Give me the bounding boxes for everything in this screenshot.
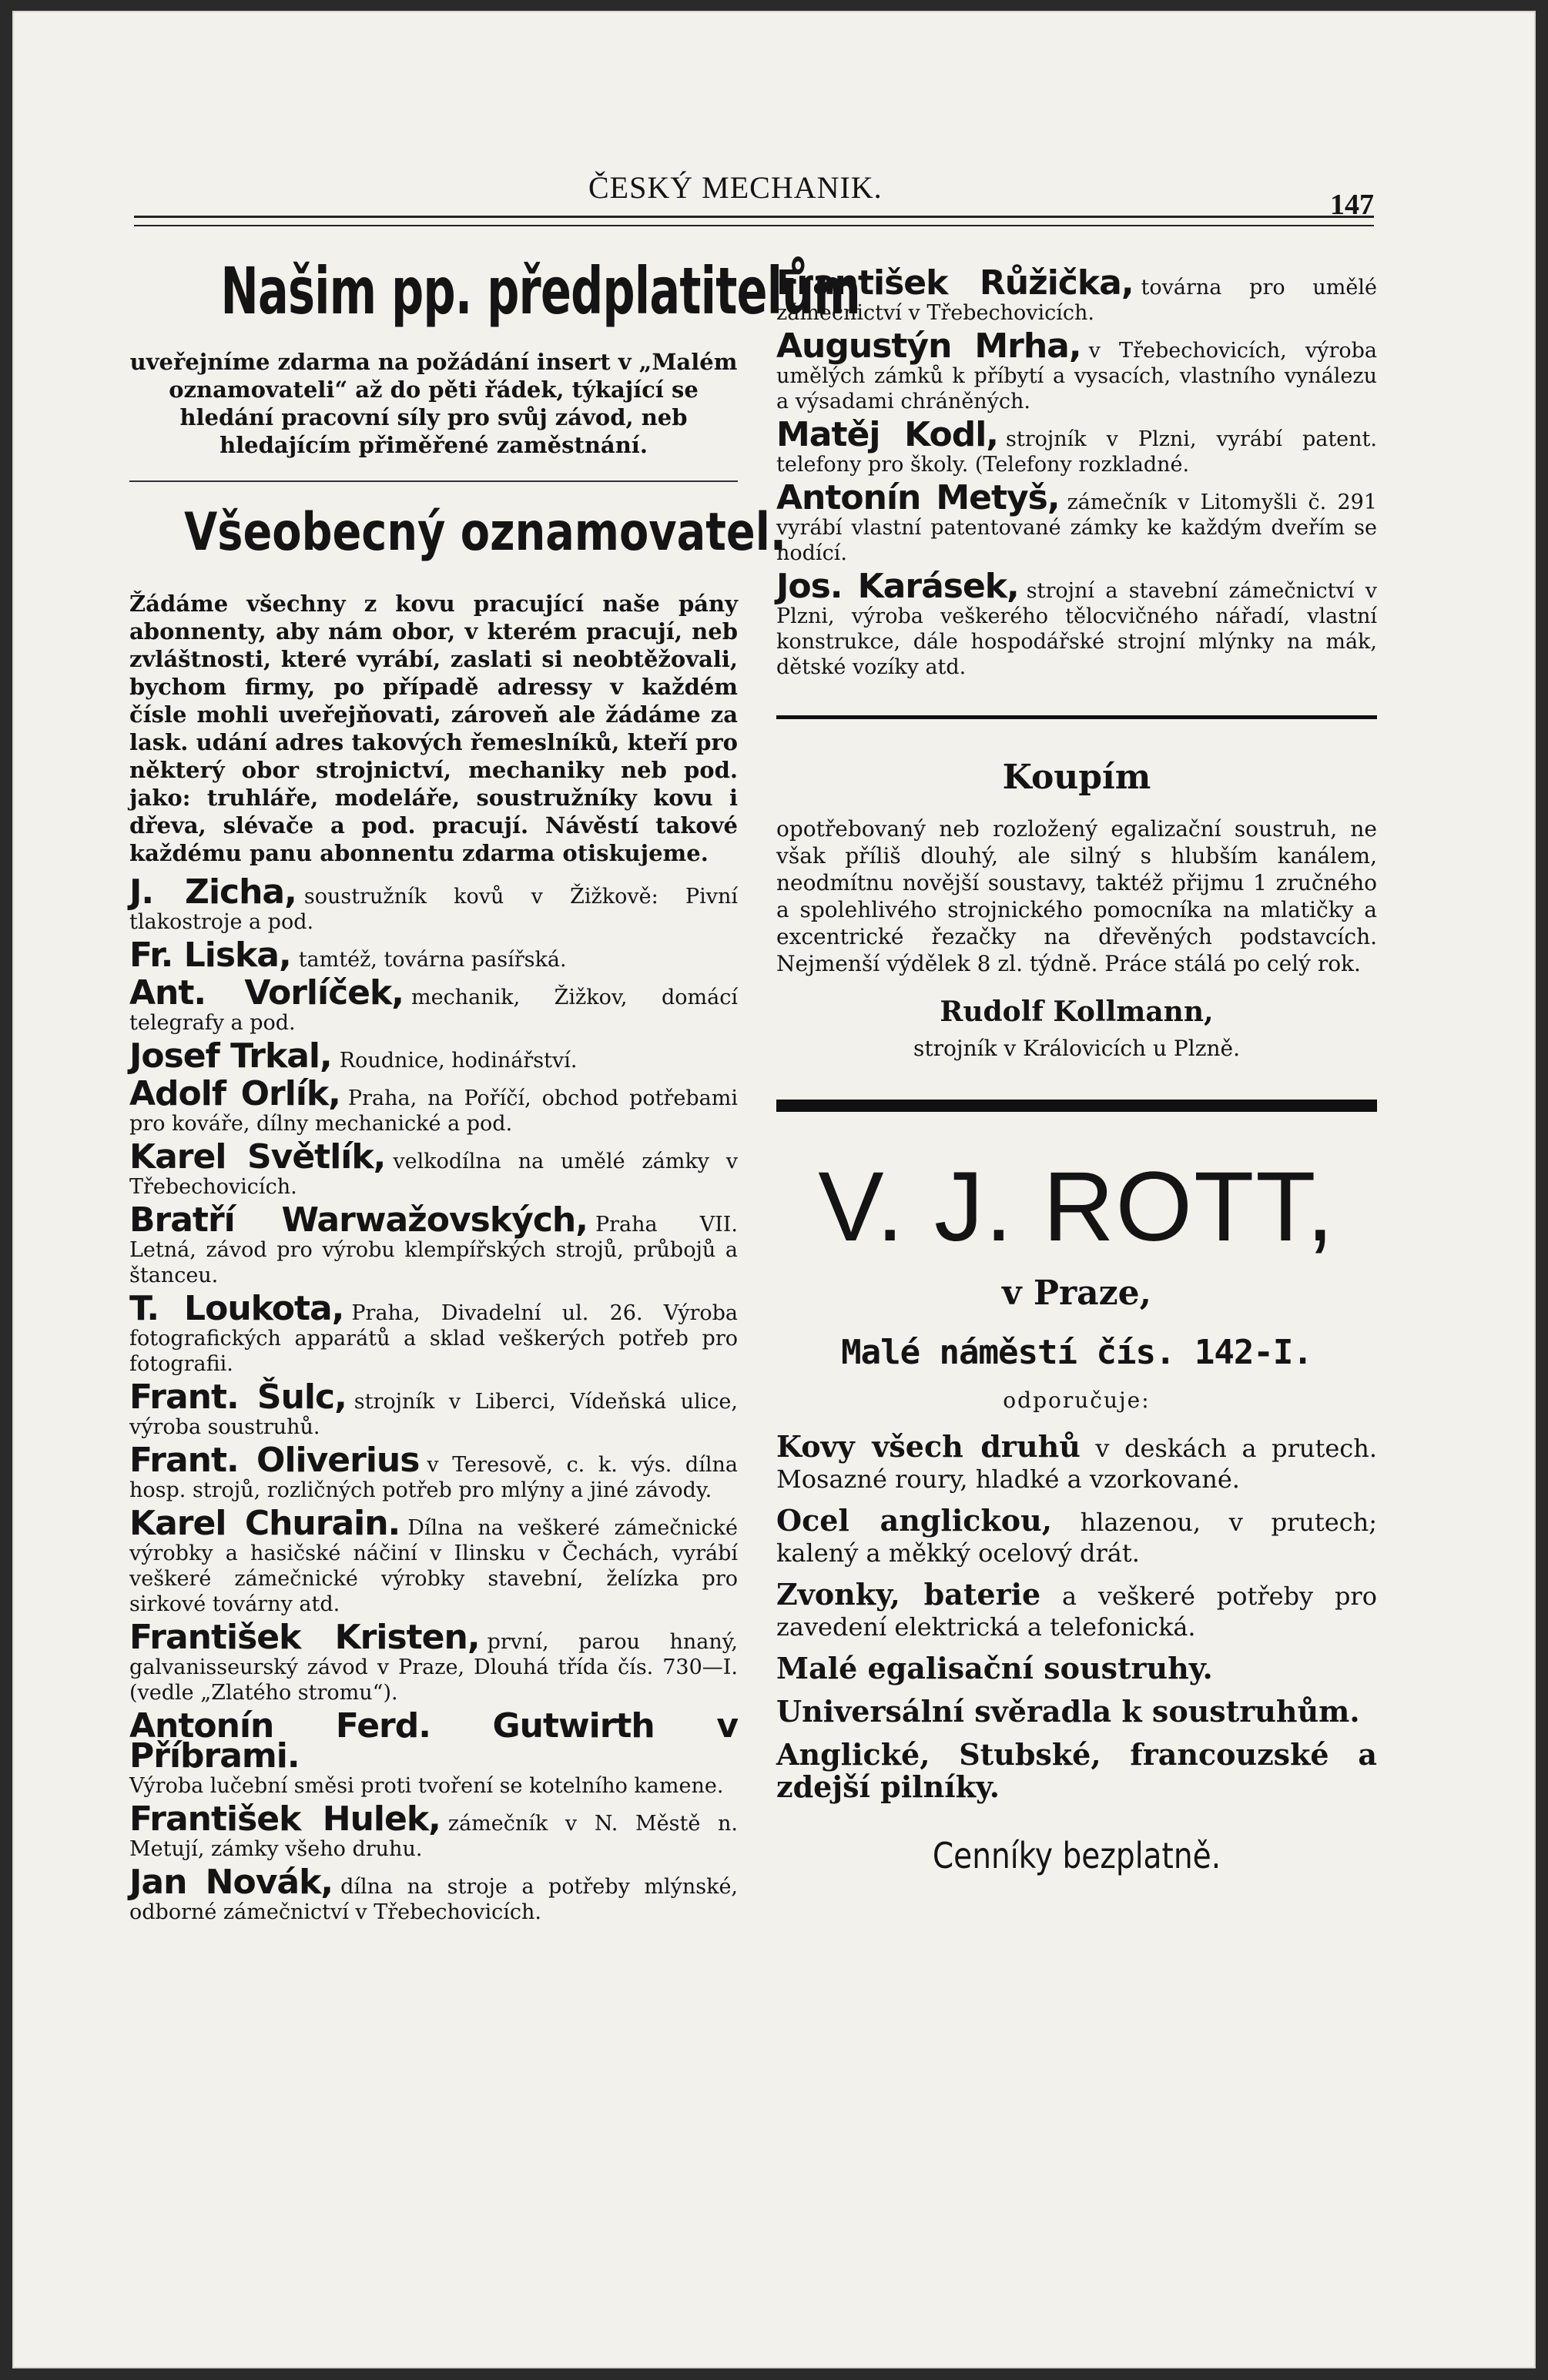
list-item [776, 415, 1377, 477]
rott-item [776, 1739, 1377, 1804]
page-header [134, 166, 1374, 228]
rott-item-rest: hlazenou, v prutech; kalený a měkký ocelový drát. [776, 1508, 1378, 1568]
rott-item [776, 1653, 1377, 1685]
list-item [129, 1137, 739, 1200]
entry-name: Fr. Liska, [129, 936, 291, 975]
ad-text: opotřebovaný neb rozložený egalizační soustruh, ne však příliš dlouhý, ale silný s hlubším kanálem, neodmítnu novější soustavy, taktéž přijmu 1 zručného a spolehlivého strojnického pomocníka na mlatičky a excentrické řezačky na dřevěných podstavcích. Nejmenší výdělek 8 zl. týdně. Práce stálá po celý rok. [776, 816, 1377, 976]
entry-desc: Roudnice, hodinářství. [339, 1049, 578, 1073]
entry-name: František Kristen, [129, 1618, 480, 1657]
rott-item [776, 1696, 1377, 1729]
list-item [129, 1200, 738, 1288]
list-item [776, 326, 1377, 414]
section-title: Všeobecný oznamovatel. [184, 502, 787, 563]
entry-desc: zámečník v Litomyšli č. 291 vyrábí vlastní patentované zámky ke každým dveřím se hodící. [776, 490, 1378, 565]
entry-name: Frant. Šulc, [129, 1377, 347, 1417]
entry-name: J. Zicha, [129, 872, 297, 912]
rott-item [776, 1579, 1377, 1642]
entry-name: T. Loukota, [129, 1289, 344, 1328]
ad-signer-location: strojník v Královicích u Plzně. [913, 1036, 1240, 1061]
entry-desc: mechanik, Žižkov, domácí telegrafy a pod. [129, 986, 738, 1035]
list-item [129, 1863, 739, 1925]
entry-name: Antonín Ferd. Gutwirth v Příbrami. [129, 1706, 738, 1776]
entry-desc: zámečník v N. Městě n. Metují, zámky všeho druhu. [129, 1812, 738, 1861]
rott-item-bold: Zvonky, baterie [776, 1577, 1041, 1612]
entry-name: Matěj Kodl, [776, 415, 999, 454]
entry-desc: v Třebechovicích, výroba umělých zámků k příbytí a vysacích, vlastního vynálezu a výsadami chráněných. [776, 339, 1377, 413]
list-item [129, 1799, 738, 1862]
entry-desc: strojník v Liberci, Vídeňská ulice, výroba soustruhů. [129, 1390, 738, 1439]
entry-name: Karel Churain. [129, 1504, 400, 1543]
list-item [129, 1377, 738, 1440]
rott-item [776, 1431, 1377, 1495]
ad-divider [776, 715, 1377, 719]
entry-name: František Hulek, [129, 1799, 441, 1839]
entry-name: Jan Novák, [129, 1863, 333, 1902]
running-title: ČESKÝ MECHANIK. [588, 170, 883, 205]
ad-koupim [776, 758, 1377, 1061]
ad-divider-thick [776, 1100, 1377, 1112]
list-item [129, 973, 738, 1036]
entry-name: Josef Trkal, [129, 1036, 332, 1076]
entry-name: Frant. Oliverius [129, 1441, 420, 1480]
entry-desc: strojník v Plzni, vyrábí patent. telefony pro školy. (Telefony rozkladné. [776, 427, 1377, 477]
section-intro: Žádáme všechny z kovu pracující naše pány abonnenty, aby nám obor, v kterém pracují, neb zvláštnosti, které vyrábí, zaslati si neobtěžovali, bychom firmy, po případě adressy v každém čísle mohli uveřejňovati, zároveň ale žádáme za lask. udání adres takových řemeslníků, kteří pro některý obor strojnictví, mechaniky neb pod. jako: truhláře, modeláře, soustružníky kovu i dřeva, slévače a pod. pracují. Návěstí takové každému panu abonnentu zdarma otiskujeme. [129, 591, 738, 866]
rott-recommends: odporučuje: [1003, 1387, 1151, 1413]
rott-item-bold: Malé egalisační soustruhy. [776, 1651, 1213, 1685]
header-rule-thin [134, 225, 1374, 226]
entry-name: Karel Světlík, [129, 1137, 386, 1177]
rott-item-rest: a veškeré potřeby pro zavedení elektrická a telefonická. [776, 1582, 1377, 1642]
entry-name: Augustýn Mrha, [776, 326, 1081, 366]
rott-item [776, 1505, 1377, 1568]
list-item [129, 936, 738, 975]
header-rule [134, 216, 1374, 218]
entry-desc: Praha, Divadelní ul. 26. Výroba fotografických apparátů a sklad veškerých potřeb pro fotografii. [129, 1301, 738, 1376]
rott-item-bold: Universální svěradla k soustruhům. [776, 1694, 1360, 1729]
divider [129, 480, 738, 482]
entry-desc: Praha VII. Letná, závod pro výrobu klempířských strojů, průbojů a štanceu. [129, 1213, 738, 1287]
page [12, 11, 1536, 2368]
entry-name: Antonín Metyš, [776, 478, 1060, 517]
entry-desc: tamtéž, továrna pasířská. [298, 948, 567, 972]
list-item [776, 263, 1377, 326]
entry-name: Ant. Vorlíček, [129, 973, 404, 1013]
list-item [129, 1036, 738, 1076]
entry-desc: v Teresově, c. k. výs. dílna hosp. strojů, rozličných potřeb pro mlýny a jiné závody. [129, 1453, 738, 1502]
entry-desc: Praha, na Poříčí, obchod potřebami pro kováře, dílny mechanické a pod. [129, 1086, 738, 1136]
ad-title: Koupím [1002, 758, 1151, 797]
left-column [129, 253, 860, 1933]
list-item [776, 478, 1378, 566]
subscribers-text: uveřejníme zdarma na požádání insert v „Malém oznamovateli“ až do pěti řádek, týkající se hledání pracovní síly pro svůj závod, neb hledajícím přiměřené zaměstnání. [129, 349, 738, 458]
list-item [129, 1441, 738, 1503]
rott-name: V. J. ROTT, [818, 1152, 1335, 1262]
entry-name: František Růžička, [776, 263, 1134, 303]
entry-desc: továrna pro umělé zámečnictví v Třebechovicích. [776, 276, 1377, 325]
entry-desc: první, parou hnaný, galvanisseurský závod v Praze, Dlouhá třída čís. 730—I. (vedle „Zlatého stromu“). [129, 1630, 738, 1705]
list-item [129, 1706, 738, 1799]
rott-footer: Cenníky bezplatně. [932, 1835, 1221, 1876]
rott-item-bold: Anglické, Stubské, francouzské a zdejší pilníky. [776, 1737, 1377, 1804]
entry-desc: velkodílna na umělé zámky v Třebechovicích. [129, 1150, 739, 1199]
ad-signer: Rudolf Kollmann, [940, 996, 1214, 1028]
entry-desc: Dílna na veškeré zámečnické výrobky a hasičské náčiní v Ilinsku v Čechách, vyrábí veškeré zámečnické výrobky stavební, želízka pro sirkové továrny atd. [129, 1516, 738, 1616]
entry-name: Jos. Karásek, [776, 567, 1019, 606]
rott-item-rest: v deskách a prutech. Mosazné roury, hladké a vzorkované. [776, 1434, 1378, 1494]
entry-desc: strojní a stavební zámečnictví v Plzni, výroba veškerého tělocvičného nářadí, vlastní konstrukce, dále hospodářské strojní mlýnky na mák, dětské vozíky atd. [776, 579, 1377, 679]
rott-item-bold: Ocel anglickou, [776, 1503, 1052, 1538]
ad-rott [776, 1152, 1378, 1876]
list-item [129, 1289, 738, 1377]
rott-item-bold: Kovy všech druhů [776, 1429, 1081, 1464]
entry-desc: soustružník kovů v Žižkově: Pivní tlakostroje a pod. [129, 885, 738, 934]
entry-name: Bratří Warwažovských, [129, 1200, 588, 1240]
list-item [129, 1618, 738, 1705]
list-item [776, 567, 1377, 680]
rott-city: v Praze, [1002, 1274, 1151, 1313]
entry-desc: Výroba lučební směsi proti tvoření se kotelního kamene. [129, 1774, 724, 1798]
list-item [129, 1504, 738, 1617]
entry-desc: dílna na stroje a potřeby mlýnské, odborné zámečnictví v Třebechovicích. [129, 1875, 739, 1924]
subscribers-title: Našim pp. předplatitelům [220, 253, 860, 329]
page-number: 147 [1330, 189, 1374, 221]
entry-name: Adolf Orlík, [129, 1074, 340, 1113]
rott-address: Malé náměstí čís. 142-I. [841, 1333, 1312, 1372]
list-item [129, 872, 738, 935]
list-item [129, 1074, 738, 1136]
right-column [776, 263, 1378, 1876]
